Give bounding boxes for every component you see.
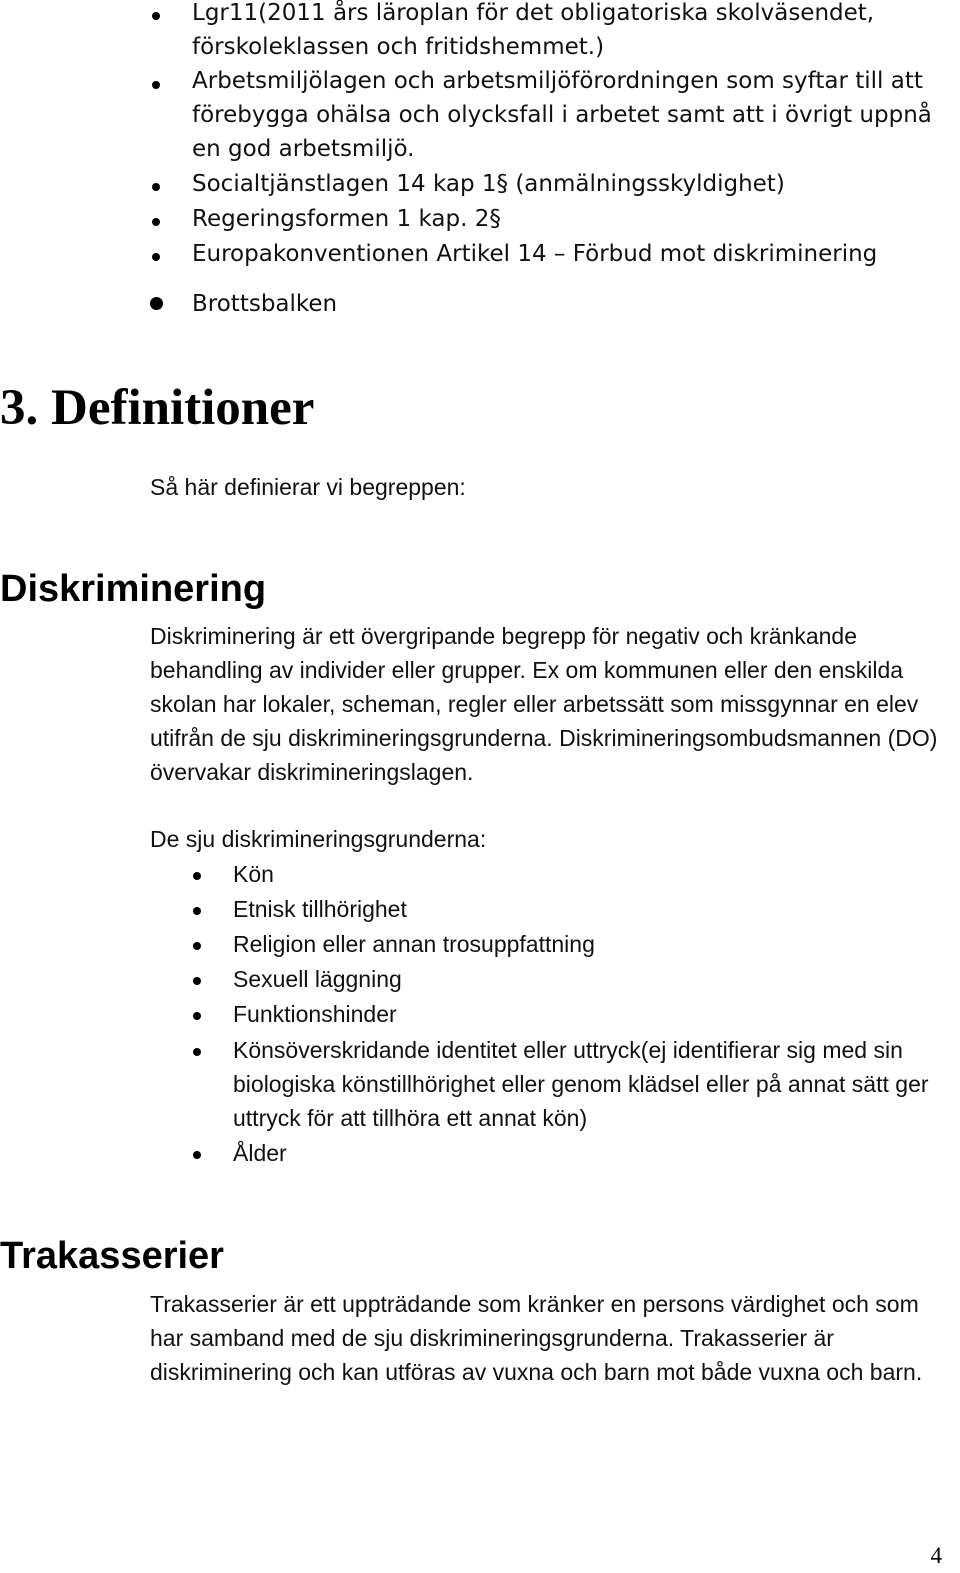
- bullet-icon: [152, 12, 160, 20]
- bullet-icon: [150, 297, 163, 310]
- bullet-icon: [193, 907, 201, 915]
- list-item: Socialtjänstlagen 14 kap 1§ (anmälningsskyldighet): [192, 171, 785, 197]
- bullet-icon: [193, 1048, 201, 1056]
- list-item: Europakonventionen Artikel 14 – Förbud mot diskriminering: [192, 241, 878, 267]
- bullet-icon: [193, 872, 201, 880]
- list-item: Kön: [233, 861, 274, 887]
- diskriminering-text: Diskriminering är ett övergripande begrepp för negativ och kränkande behandling av individer eller grupper. Ex om kommunen eller den enskilda skolan har lokaler, scheman, regler eller arbetssätt som missgynnar en elev utifrån de sju diskrimineringsgrunderna. Diskrimineringsombudsmannen (DO) övervakar diskrimineringslagen.: [150, 623, 938, 785]
- list-item: Arbetsmiljölagen och arbetsmiljöförordningen som syftar till att förebygga ohälsa och olycksfall i arbetet samt att i övrigt uppnå en god arbetsmiljö.: [192, 68, 932, 162]
- list-item: Etnisk tillhörighet: [233, 896, 407, 922]
- bullet-icon: [193, 942, 201, 950]
- page-number: 4: [930, 1543, 942, 1568]
- list-item: Funktionshinder: [233, 1001, 397, 1027]
- bullet-icon: [152, 253, 160, 261]
- bullet-icon: [152, 218, 160, 226]
- grounds-title: De sju diskrimineringsgrunderna:: [150, 826, 487, 852]
- list-item: Brottsbalken: [192, 291, 338, 317]
- section-heading: 3. Definitioner: [0, 380, 315, 436]
- list-item: Lgr11(2011 års läroplan för det obligatoriska skolväsendet, förskoleklassen och fritidshemmet.): [192, 0, 875, 60]
- bullet-icon: [152, 183, 160, 191]
- bullet-icon: [152, 81, 160, 89]
- trakasserier-text: Trakasserier är ett uppträdande som kränker en persons värdighet och som har samband med de sju diskrimineringsgrunderna. Trakasserier är diskriminering och kan utföras av vuxna och barn mot både vuxna och barn.: [150, 1291, 923, 1385]
- trakasserier-heading: Trakasserier: [0, 1235, 224, 1277]
- diskriminering-heading: Diskriminering: [0, 568, 267, 610]
- bullet-icon: [193, 1012, 201, 1020]
- section-intro: Så här definierar vi begreppen:: [150, 474, 466, 500]
- list-item: Religion eller annan trosuppfattning: [233, 931, 595, 957]
- bullet-icon: [193, 1151, 201, 1159]
- list-item: Könsöverskridande identitet eller uttryck(ej identifierar sig med sin biologiska könstillhörighet eller genom klädsel eller på annat sätt ger uttryck för att tillhöra ett annat kön): [233, 1037, 929, 1131]
- list-item: Regeringsformen 1 kap. 2§: [192, 206, 501, 232]
- bullet-icon: [193, 977, 201, 985]
- list-item: Ålder: [233, 1140, 287, 1166]
- list-item: Sexuell läggning: [233, 966, 402, 992]
